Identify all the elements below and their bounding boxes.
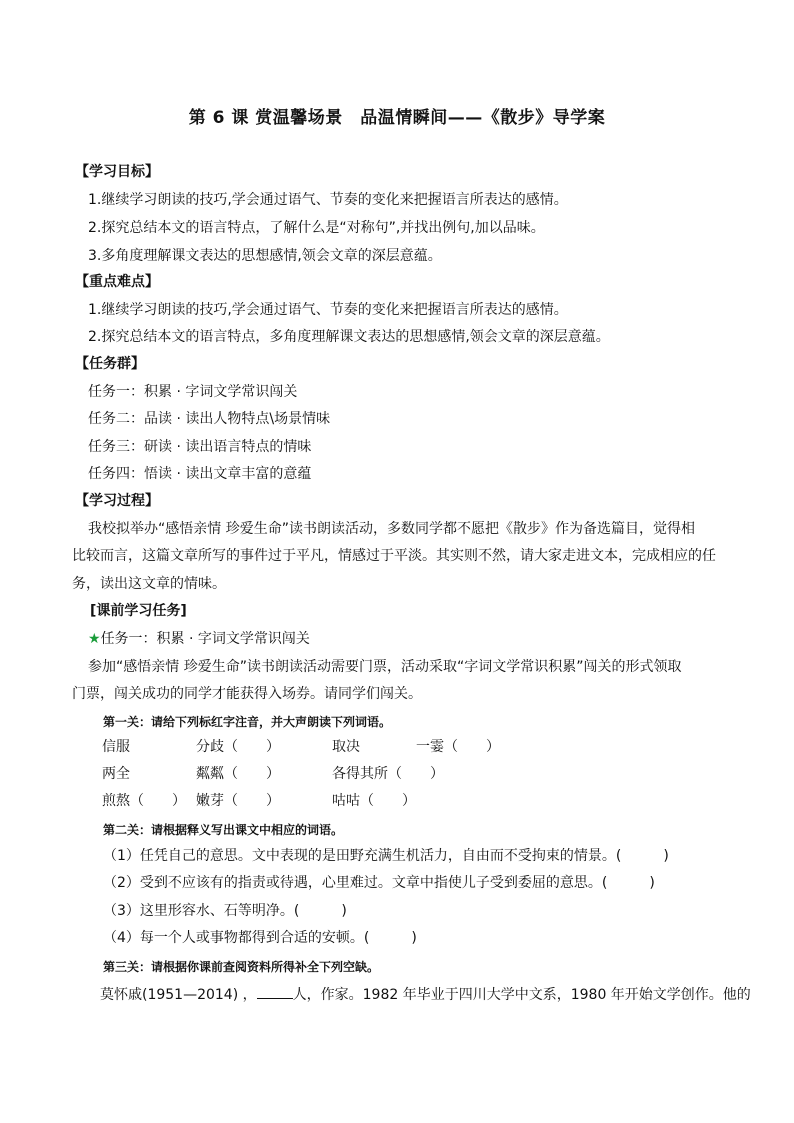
word-cell: 嫩芽（ ） [196,793,280,809]
task-item-2: 任务二：品读 · 读出人物特点\场景情味 [88,411,331,427]
word-cell: 信服 [102,739,130,755]
task-item-1: 任务一：积累 · 字词文学常识闯关 [88,384,298,400]
word-cell: 取决 [332,739,360,755]
process-heading: 【学习过程】 [75,493,159,509]
definition-4: （4）每一个人或事物都得到合适的安顿。( ) [103,930,417,946]
level3-heading: 第三关：请根据你课前查阅资料所得补全下列空缺。 [103,960,380,974]
last-line-post: 人，作家。1982 年毕业于四川大学中文系，1980 年开始文学创作。他的 [292,987,751,1003]
word-cell: 粼粼（ ） [196,766,280,782]
task1-line-2: 门票，闯关成功的同学才能获得入场券。请同学们闯关。 [72,686,422,702]
word-cell: 两全 [102,766,130,782]
fill-blank[interactable] [257,984,293,999]
goal-item-2: 2.探究总结本文的语言特点，了解什么是“对称句”,并找出例句,加以品味。 [88,220,545,236]
process-line-1: 我校拟举办“感悟亲情 珍爱生命”读书朗读活动，多数同学都不愿把《散步》作为备选篇目，觉得相 [88,521,695,537]
star-icon: ★ [88,631,101,647]
pre-task-heading: [课前学习任务] [90,603,187,619]
definition-2: （2）受到不应该有的指责或待遇，心里难过。文章中指使儿子受到委屈的意思。( ) [103,875,655,891]
word-cell: 煎熬（ ） [102,793,186,809]
word-cell: 一霎（ ） [416,739,500,755]
task1-line-1: 参加“感悟亲情 珍爱生命”读书朗读活动需要门票，活动采取“字词文学常识积累”闯关的形式领取 [88,659,682,675]
task1-title: 任务一：积累 · 字词文学常识闯关 [100,631,310,647]
tasks-heading: 【任务群】 [75,356,145,372]
level2-heading: 第二关：请根据释义写出课文中相应的词语。 [103,823,344,837]
last-line-pre: 莫怀戚(1951—2014) ， [100,987,257,1003]
task1-title-row [88,629,310,649]
definition-1: （1）任凭自己的意思。文中表现的是田野充满生机活力，自由而不受拘束的情景。( ) [103,848,669,864]
process-line-2: 比较而言，这篇文章所写的事件过于平凡，情感过于平淡。其实则不然，请大家走进文本，完成相应的任 [72,548,716,564]
word-cell: 咕咕（ ） [332,793,416,809]
word-cell: 分歧（ ） [196,739,280,755]
goal-item-3: 3.多角度理解课文表达的思想感情,领会文章的深层意蕴。 [88,248,442,264]
key-item-2: 2.探究总结本文的语言特点，多角度理解课文表达的思想感情,领会文章的深层意蕴。 [88,329,610,345]
key-heading: 【重点难点】 [75,274,159,290]
definition-3: （3）这里形容水、石等明净。( ) [103,903,347,919]
last-line [100,984,751,1005]
goals-heading: 【学习目标】 [75,164,159,180]
word-cell: 各得其所（ ） [332,766,444,782]
task-item-3: 任务三：研读 · 读出语言特点的情味 [88,439,312,455]
process-line-3: 务，读出这文章的情味。 [72,576,226,592]
page-title: 第 6 课 赏温馨场景 品温情瞬间——《散步》导学案 [188,108,606,128]
task-item-4: 任务四：悟读 · 读出文章丰富的意蕴 [88,466,312,482]
key-item-1: 1.继续学习朗读的技巧,学会通过语气、节奏的变化来把握语言所表达的感情。 [88,302,568,318]
goal-item-1: 1.继续学习朗读的技巧,学会通过语气、节奏的变化来把握语言所表达的感情。 [88,192,568,208]
level1-heading: 第一关：请给下列标红字注音，并大声朗读下列词语。 [103,715,392,729]
